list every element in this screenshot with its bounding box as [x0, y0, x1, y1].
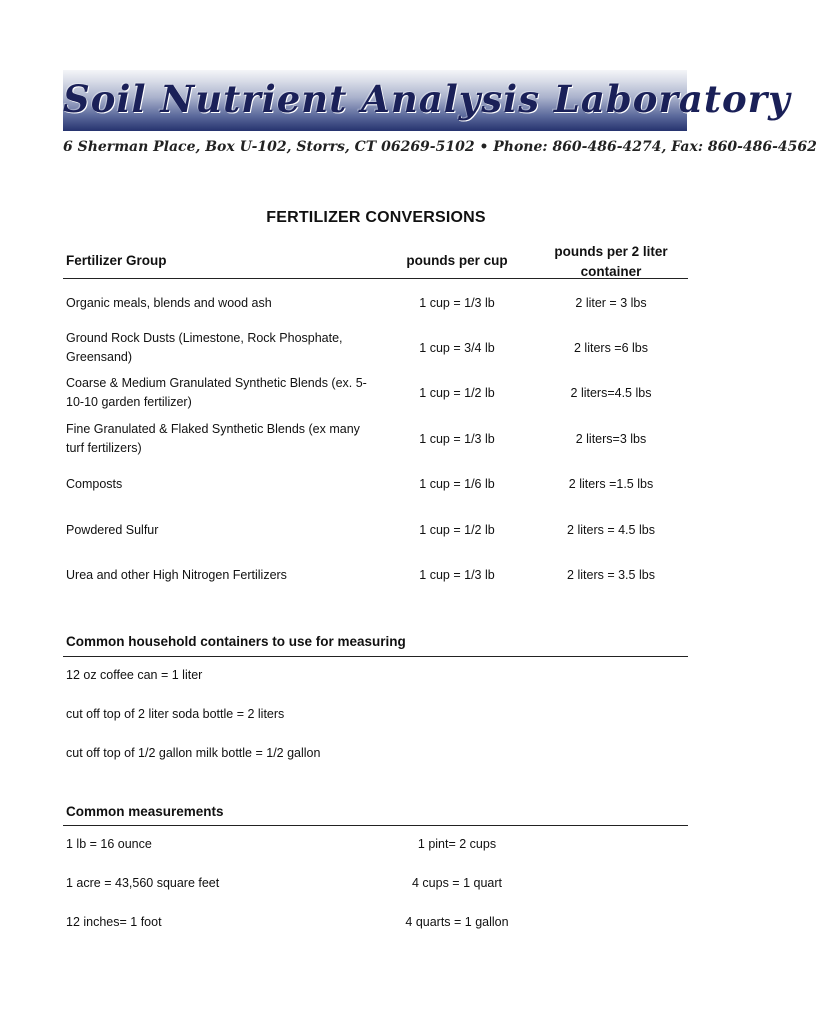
per-cup-cell: 1 cup = 1/2 lb: [419, 522, 495, 537]
table-row: [0, 510, 770, 550]
per-cup-cell: 1 cup = 1/3 lb: [419, 567, 495, 582]
per-2-liter-cell: 2 liters = 3.5 lbs: [567, 567, 655, 582]
table-row: [0, 555, 770, 595]
fertilizer-group-cell: Ground Rock Dusts (Limestone, Rock Phosphate, Greensand): [66, 331, 343, 364]
per-2-liter-cell: 2 liters =1.5 lbs: [568, 476, 654, 491]
fertilizer-group-cell: Urea and other High Nitrogen Fertilizers: [66, 567, 287, 582]
per-2-liter-cell: 2 liters=4.5 lbs: [570, 385, 652, 400]
header-fertilizer-group: Fertilizer Group: [66, 253, 167, 268]
measurement-item: 4 cups = 1 quart: [412, 876, 502, 890]
table-row: [0, 464, 770, 504]
table-row: [0, 328, 770, 368]
household-section-title: Common household containers to use for measuring: [66, 634, 406, 649]
per-2-liter-cell: 2 liters = 4.5 lbs: [567, 522, 655, 537]
per-cup-cell: 1 cup = 1/2 lb: [419, 385, 495, 400]
table-row: [0, 373, 770, 413]
per-2-liter-cell: 2 liters =6 lbs: [574, 340, 648, 355]
per-cup-cell: 1 cup = 1/6 lb: [419, 476, 495, 491]
per-cup-cell: 1 cup = 1/3 lb: [419, 431, 495, 446]
household-item: 12 oz coffee can = 1 liter: [66, 668, 203, 682]
table-header-divider: [63, 278, 688, 279]
household-item: cut off top of 1/2 gallon milk bottle = 1/2 gallon: [66, 746, 321, 760]
fertilizer-group-cell: Organic meals, blends and wood ash: [66, 295, 272, 310]
fertilizer-group-cell: Powdered Sulfur: [66, 522, 159, 537]
lab-address: 6 Sherman Place, Box U-102, Storrs, CT 06269-5102 • Phone: 860-486-4274, Fax: 860-486-4562: [63, 139, 817, 155]
header-pounds-per-2-liter: pounds per 2 liter container: [554, 244, 668, 279]
per-2-liter-cell: 2 liters=3 lbs: [575, 431, 647, 446]
fertilizer-group-cell: Coarse & Medium Granulated Synthetic Blends (ex. 5-10-10 garden fertilizer): [66, 376, 367, 409]
lab-name: Soil Nutrient Analysis Laboratory: [63, 77, 791, 121]
measurement-item: 1 acre = 43,560 square feet: [66, 876, 220, 890]
measurement-item: 1 lb = 16 ounce: [66, 837, 152, 851]
per-cup-cell: 1 cup = 3/4 lb: [419, 340, 495, 355]
header-pounds-per-cup: pounds per cup: [406, 253, 508, 268]
fertilizer-group-cell: Fine Granulated & Flaked Synthetic Blends (ex many turf fertilizers): [66, 422, 360, 455]
measurement-item: 4 quarts = 1 gallon: [405, 915, 509, 929]
lab-banner: [63, 70, 791, 131]
measurement-item: 12 inches= 1 foot: [66, 915, 162, 929]
per-cup-cell: 1 cup = 1/3 lb: [419, 295, 495, 310]
fertilizer-group-cell: Composts: [66, 476, 123, 491]
table-row: [0, 283, 770, 323]
measurement-item: 1 pint= 2 cups: [417, 837, 497, 851]
household-item: cut off top of 2 liter soda bottle = 2 liters: [66, 707, 285, 721]
per-2-liter-cell: 2 liter = 3 lbs: [575, 295, 647, 310]
household-divider: [63, 656, 688, 657]
table-row: [0, 419, 770, 459]
measurements-divider: [63, 825, 688, 826]
page-title: FERTILIZER CONVERSIONS: [266, 209, 486, 226]
measurements-section-title: Common measurements: [66, 804, 224, 819]
